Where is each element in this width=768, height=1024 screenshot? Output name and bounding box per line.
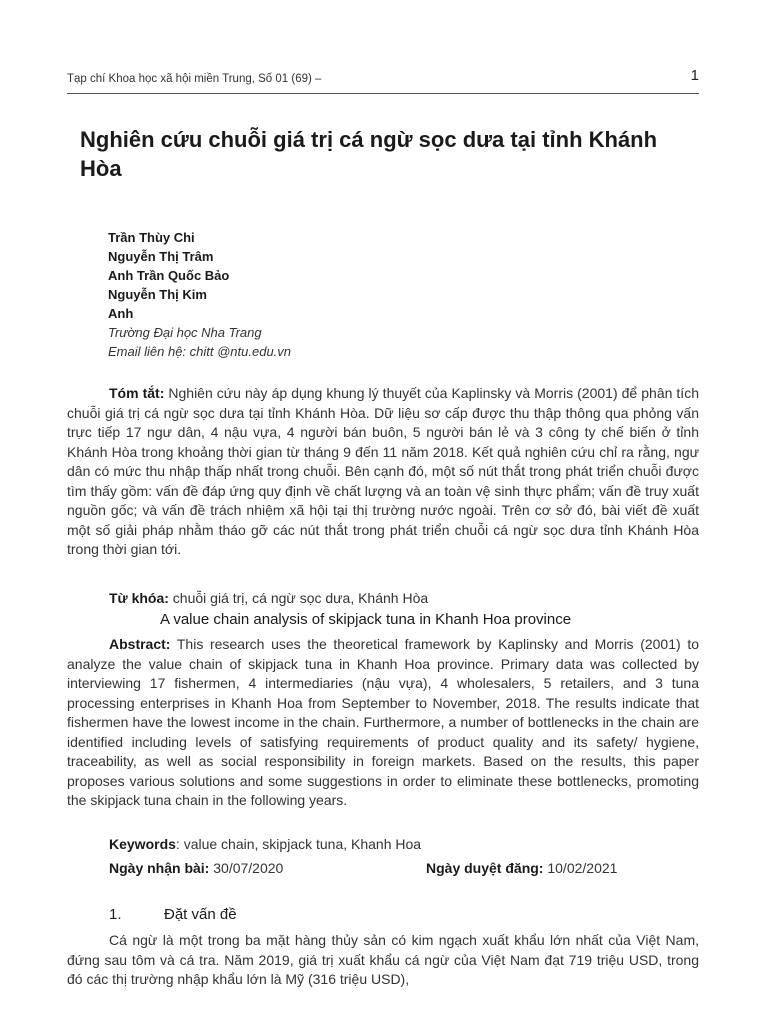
keywords-vi-label: Từ khóa: bbox=[109, 590, 169, 606]
author-name: Anh bbox=[108, 306, 134, 321]
paper-title: Nghiên cứu chuỗi giá trị cá ngừ sọc dưa tại tỉnh Khánh Hòa bbox=[80, 127, 658, 181]
running-header bbox=[67, 67, 699, 85]
english-title: A value chain analysis of skipjack tuna in Khanh Hoa province bbox=[160, 611, 572, 628]
author-name: Anh Trần Quốc Bảo bbox=[108, 268, 230, 283]
received-label: Ngày nhận bài: bbox=[109, 860, 210, 876]
affiliation: Trường Đại học Nha Trang bbox=[108, 325, 262, 340]
accepted-label: Ngày duyệt đăng: bbox=[426, 860, 544, 876]
author-name: Nguyễn Thị Kim bbox=[108, 287, 207, 302]
abstract-vi-label: Tóm tắt: bbox=[109, 385, 165, 401]
page-number: 1 bbox=[690, 67, 699, 84]
section-number: 1. bbox=[109, 906, 122, 923]
author-name: Trần Thùy Chi bbox=[108, 230, 195, 245]
keywords-vi-text: chuỗi giá trị, cá ngừ sọc dưa, Khánh Hòa bbox=[168, 590, 429, 606]
abstract-english bbox=[67, 635, 699, 811]
received-date bbox=[109, 860, 283, 876]
keywords-en-label: Keywords bbox=[109, 836, 176, 852]
abstract-vietnamese bbox=[67, 384, 699, 560]
keywords-english bbox=[109, 836, 421, 852]
keywords-vietnamese bbox=[109, 590, 428, 606]
contact-email: Email liên hệ: chitt @ntu.edu.vn bbox=[108, 344, 292, 359]
intro-text: Cá ngừ là một trong ba mặt hàng thủy sản có kim ngạch xuất khẩu lớn nhất của Việt Nam, đứng sau tôm và cá tra. Năm 2019, giá trị xuất khẩu cá ngừ của Việt Nam đạt 719 triệu USD, trong đó các thị trường nhập khẩu lớn là Mỹ (316 triệu USD), bbox=[67, 932, 699, 987]
section-title: Đặt vấn đề bbox=[164, 906, 237, 923]
introduction-paragraph bbox=[67, 931, 699, 990]
received-value: 30/07/2020 bbox=[209, 860, 284, 876]
accepted-date bbox=[426, 860, 617, 876]
author-name: Nguyễn Thị Trâm bbox=[108, 249, 214, 264]
keywords-en-text: : value chain, skipjack tuna, Khanh Hoa bbox=[175, 836, 422, 852]
accepted-value: 10/02/2021 bbox=[543, 860, 618, 876]
abstract-en-text: This research uses the theoretical framework by Kaplinsky and Morris (2001) to analyze the value chain of skipjack tuna in Khanh Hoa province. Primary data was collected by interviewing 17 fishermen, 4 intermediaries (nậu vựa), 4 wholesalers, 5 retailers, and 3 tuna processing enterprises in Khanh Hoa from September to November, 2018. The results indicate that fishermen have the lowest income in the chain. Furthermore, a number of bottlenecks in the chain are identified including levels of satisfying requirements of product quality and its safety/ hygiene, traceability, as well as social responsibility in foreign markets. Based on the results, this paper proposes various solutions and some suggestions in order to eliminate these bottlenecks, promoting the skipjack tuna chain in the following years. bbox=[67, 636, 699, 808]
abstract-en-label: Abstract: bbox=[109, 636, 171, 652]
author-block bbox=[108, 228, 408, 361]
section-heading bbox=[109, 906, 237, 923]
header-rule bbox=[67, 93, 699, 94]
abstract-vi-text: Nghiên cứu này áp dụng khung lý thuyết của Kaplinsky và Morris (2001) để phân tích chuỗi giá trị cá ngừ sọc dưa tại tỉnh Khánh Hòa. Dữ liệu sơ cấp được thu thập thông qua phỏng vấn trực tiếp 17 ngư dân, 4 nậu vựa, 4 người bán buôn, 5 người bán lẻ và 3 công ty chế biến ở tỉnh Khánh Hòa trong khoảng thời gian từ tháng 9 đến 11 năm 2018. Kết quả nghiên cứu chỉ ra rằng, ngư dân có mức thu nhập thấp nhất trong chuỗi. Bên cạnh đó, một số nút thắt trong phát triển chuỗi được tìm thấy gồm: vấn đề đáp ứng quy định về chất lượng và an toàn vệ sinh thực phẩm; vấn đề truy xuất nguồn gốc; và vấn đề trách nhiệm xã hội tại thị trường nước ngoài. Trên cơ sở đó, bài viết đề xuất một số giải pháp nhằm tháo gỡ các nút thắt trong phát triển chuỗi cá ngừ sọc dưa tỉnh Khánh Hòa trong thời gian tới. bbox=[67, 385, 699, 557]
article-dates bbox=[109, 860, 709, 876]
journal-name: Tạp chí Khoa học xã hội miền Trung, Số 01 (69) – bbox=[67, 73, 322, 85]
